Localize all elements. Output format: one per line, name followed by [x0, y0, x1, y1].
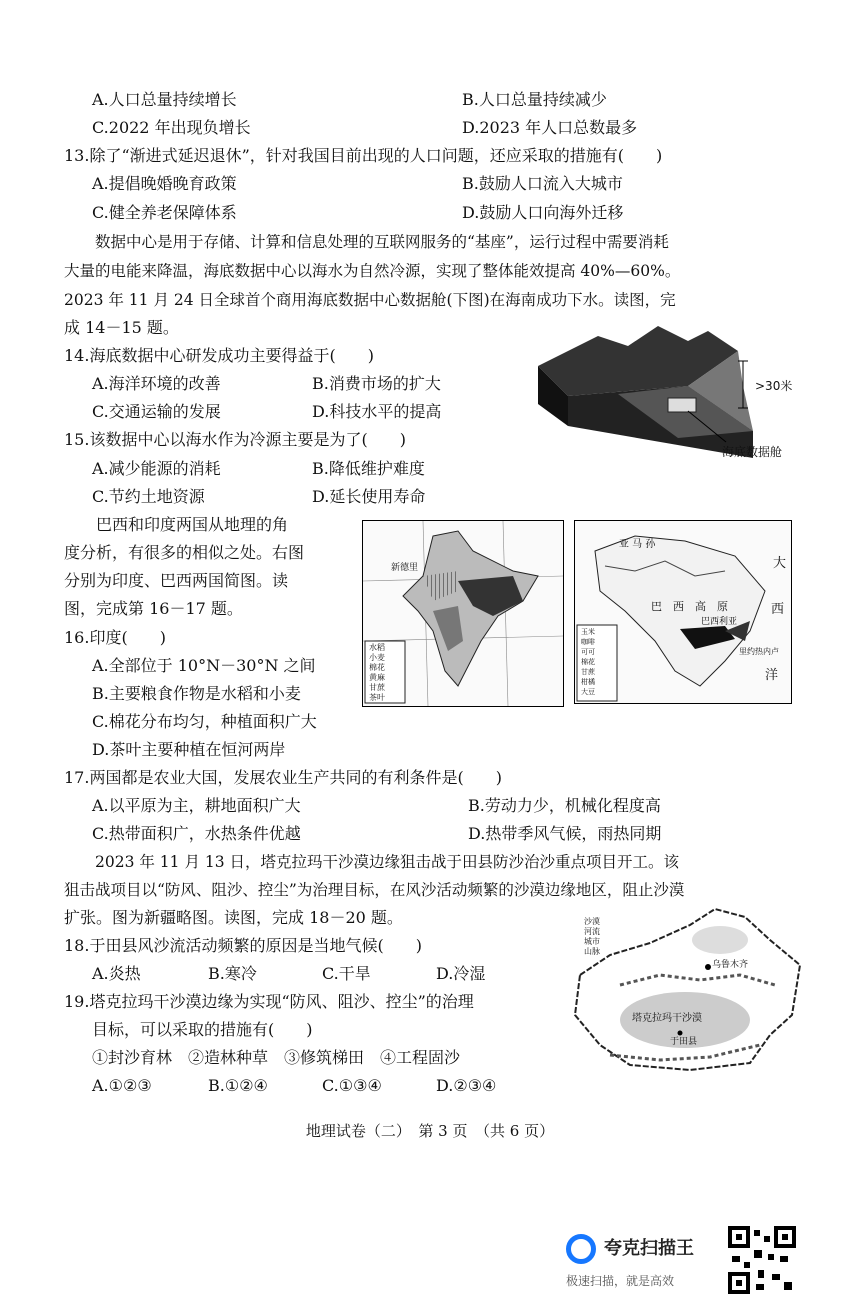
ocean-label-1: 大: [773, 556, 787, 571]
q15-option-d: D.延长使用寿命: [312, 487, 426, 506]
desert-label: 塔克拉玛干沙漠: [632, 1013, 702, 1024]
q16-option-a: A.全部位于 10°N－30°N 之间: [92, 656, 316, 675]
q12-option-c: C.2022 年出现负增长: [92, 118, 251, 137]
q17-option-b: B.劳动力少，机械化程度高: [468, 796, 661, 815]
q17-option-c: C.热带面积广，水热条件优越: [92, 824, 301, 843]
q15-option-a: A.减少能源的消耗: [92, 459, 221, 478]
india-legend-item: 小麦: [369, 653, 385, 662]
q14-option-a: A.海洋环境的改善: [92, 374, 221, 393]
q14-option-b: B.消费市场的扩大: [312, 374, 441, 393]
brazil-legend-item: 咖啡: [581, 638, 595, 646]
brazil-legend-item: 柑橘: [581, 678, 595, 686]
passage2-line4: 图，完成第 16－17 题。: [64, 599, 243, 618]
q18-option-d: D.冷湿: [436, 964, 486, 983]
q14-option-c: C.交通运输的发展: [92, 402, 221, 421]
q18-option-a: A.炎热: [92, 964, 141, 983]
q15-stem: 15.该数据中心以海水作为冷源主要是为了( ): [64, 430, 406, 449]
q15-option-b: B.降低维护难度: [312, 459, 425, 478]
india-map: [362, 520, 564, 707]
q18-option-c: C.干旱: [322, 964, 371, 983]
brazil-city-label: 里约热内卢: [739, 647, 779, 656]
qr-code-icon: [728, 1226, 796, 1294]
passage2-line1: 巴西和印度两国从地理的角: [64, 515, 289, 534]
india-map-drawing: [363, 521, 563, 706]
passage1-line4: 成 14－15 题。: [64, 318, 179, 337]
q13-stem: 13.除了“渐进式延迟退休”，针对我国目前出现的人口问题，还应采取的措施有( ): [64, 146, 663, 165]
q16-option-d: D.茶叶主要种植在恒河两岸: [92, 740, 286, 759]
q19-option-d: D.②③④: [436, 1076, 497, 1095]
passage2-line2: 度分析，有很多的相似之处。右图: [64, 543, 305, 562]
passage2-line3: 分别为印度、巴西两国简图。读: [64, 571, 289, 590]
brazil-legend-item: 玉米: [581, 628, 595, 636]
q15-option-c: C.节约土地资源: [92, 487, 205, 506]
q14-stem: 14.海底数据中心研发成功主要得益于( ): [64, 346, 374, 365]
q13-option-c: C.健全养老保障体系: [92, 203, 237, 222]
q17-stem: 17.两国都是农业大国，发展农业生产共同的有利条件是( ): [64, 768, 502, 787]
depth-label: >30米: [755, 379, 793, 393]
q13-option-d: D.鼓励人口向海外迁移: [462, 203, 624, 222]
passage1-line2: 大量的电能来降温，海底数据中心以海水为自然冷源，实现了整体能效提高 40%—60%。: [64, 262, 681, 280]
scanner-watermark: [566, 1228, 726, 1288]
india-legend-item: 甘蔗: [369, 683, 385, 692]
brazil-country-label: 巴 西 高 原: [651, 600, 728, 613]
brazil-capital-label: 巴西利亚: [701, 617, 738, 627]
passage1-line1: 数据中心是用于存储、计算和信息处理的互联网服务的“基座”，运行过程中需要消耗: [64, 233, 669, 251]
q18-option-b: B.寒冷: [208, 964, 257, 983]
watermark-title: 夸克扫描王: [604, 1238, 694, 1259]
brazil-legend-item: 甘蔗: [581, 668, 595, 676]
q17-option-d: D.热带季风气候，雨热同期: [468, 824, 662, 843]
q19-measures: ①封沙育林 ②造林种草 ③修筑梯田 ④工程固沙: [92, 1048, 461, 1067]
q13-option-a: A.提倡晚婚晚育政策: [92, 174, 237, 193]
ocean-label-3: 洋: [765, 668, 779, 683]
xinjiang-legend-item: 城市: [584, 937, 600, 946]
q16-stem: 16.印度( ): [64, 628, 166, 647]
xinjiang-legend-item: 沙漠: [584, 917, 600, 926]
urumqi-label: 乌鲁木齐: [712, 960, 749, 970]
passage1-line3: 2023 年 11 月 24 日全球首个商用海底数据中心数据舱(下图)在海南成功下水。读图，完: [64, 291, 676, 309]
q19-stem-line1: 19.塔克拉玛干沙漠边缘为实现“防风、阻沙、控尘”的治理: [64, 992, 474, 1011]
ocean-label-2: 西: [771, 602, 785, 617]
q16-option-b: B.主要粮食作物是水稻和小麦: [92, 684, 301, 703]
q19-option-a: A.①②③: [92, 1076, 152, 1095]
q12-option-a: A.人口总量持续增长: [92, 90, 237, 109]
india-legend-item: 黄麻: [369, 673, 385, 682]
passage3-line2: 狙击战项目以“防风、阻沙、控尘”为治理目标，在风沙活动频繁的沙漠边缘地区，阻止沙漠: [64, 881, 685, 899]
q19-option-b: B.①②④: [208, 1076, 268, 1095]
data-center-figure: [538, 326, 808, 466]
q13-option-b: B.鼓励人口流入大城市: [462, 174, 623, 193]
page-footer: 地理试卷（二） 第 3 页 （共 6 页）: [305, 1122, 555, 1140]
brazil-legend-item: 棉花: [581, 658, 595, 666]
q12-option-d: D.2023 年人口总数最多: [462, 118, 638, 137]
india-city-label: 新德里: [391, 563, 419, 573]
q17-option-a: A.以平原为主，耕地面积广大: [92, 796, 301, 815]
xinjiang-map-drawing: [570, 905, 810, 1075]
brazil-legend-item: 大豆: [581, 688, 595, 696]
q12-option-b: B.人口总量持续减少: [462, 90, 607, 109]
xinjiang-legend-item: 山脉: [584, 947, 600, 956]
passage3-line3: 扩张。图为新疆略图。读图，完成 18－20 题。: [64, 908, 403, 927]
xinjiang-map: [570, 905, 810, 1075]
q16-option-c: C.棉花分布均匀，种植面积广大: [92, 712, 317, 731]
passage3-line1: 2023 年 11 月 13 日，塔克拉玛干沙漠边缘狙击战于田县防沙治沙重点项目开工。该: [64, 853, 680, 871]
scanner-logo-icon: [566, 1234, 596, 1264]
india-legend-item: 茶叶: [369, 693, 385, 702]
yutian-label: 于田县: [670, 1037, 698, 1047]
brazil-legend-item: 可可: [581, 648, 595, 656]
watermark-subtitle: 极速扫描，就是高效: [566, 1274, 675, 1288]
q18-stem: 18.于田县风沙流活动频繁的原因是当地气候( ): [64, 936, 422, 955]
brazil-amazon-label: 亚 马 孙: [619, 539, 656, 550]
q19-option-c: C.①③④: [322, 1076, 382, 1095]
xinjiang-legend-item: 河流: [584, 927, 600, 936]
india-legend-item: 棉花: [369, 663, 385, 672]
q19-stem-line2: 目标，可以采取的措施有( ): [92, 1020, 313, 1039]
pod-label: 海底数据舱: [722, 445, 783, 459]
brazil-map: [574, 520, 792, 704]
q14-option-d: D.科技水平的提高: [312, 402, 442, 421]
india-legend-item: 水稻: [369, 643, 385, 652]
